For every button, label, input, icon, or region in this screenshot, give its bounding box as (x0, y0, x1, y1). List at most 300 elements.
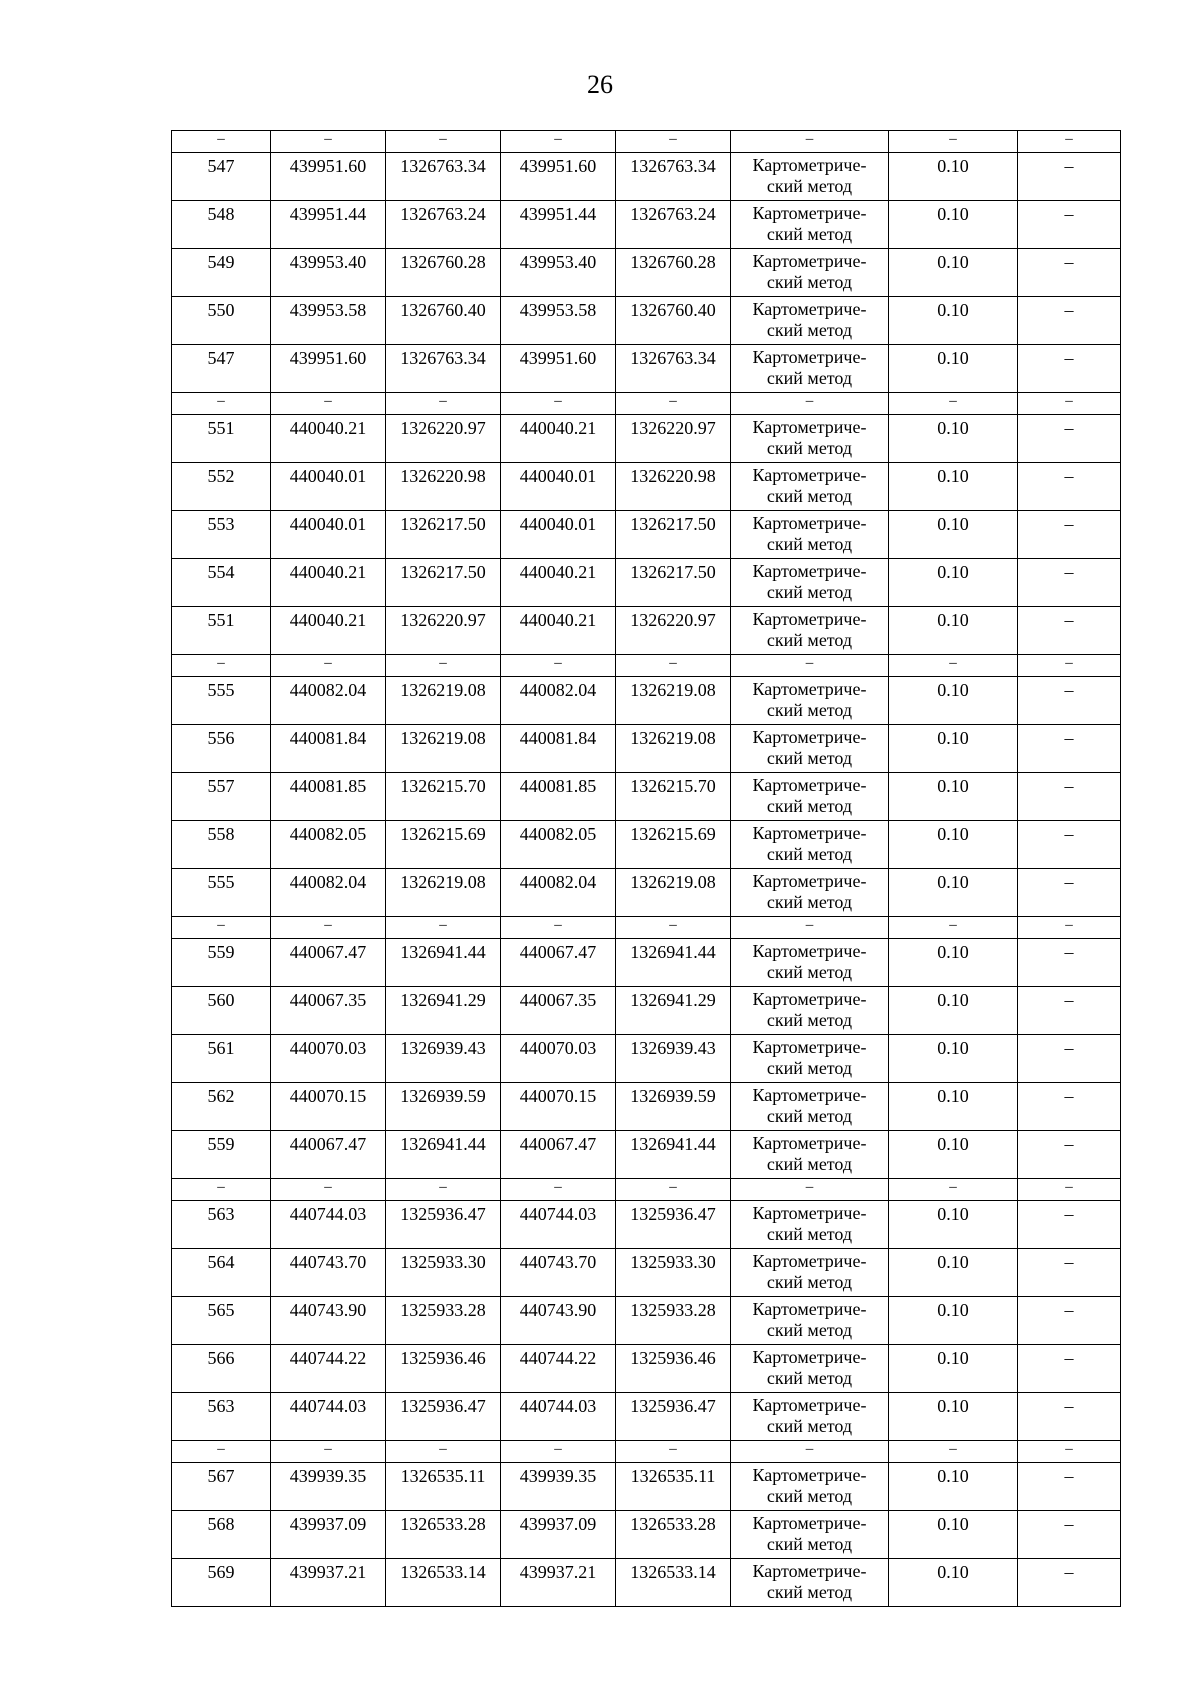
cell-note: – (1018, 1083, 1121, 1131)
cell-x1: 439951.60 (271, 345, 386, 393)
method-line-1: Картометриче- (752, 1465, 867, 1485)
cell-x2: 440082.04 (501, 869, 616, 917)
cell-x2: 439953.40 (501, 249, 616, 297)
cell-y1: 1326763.24 (386, 201, 501, 249)
separator-dash: – (616, 131, 731, 153)
cell-y2: 1326941.44 (616, 1131, 731, 1179)
cell-method (731, 511, 889, 559)
method-line-1: Картометриче- (752, 1299, 867, 1319)
cell-num: 556 (172, 725, 271, 773)
table-row (172, 249, 1121, 297)
method-line-2: ский метод (766, 320, 853, 340)
cell-method (731, 1393, 889, 1441)
cell-method (731, 1511, 889, 1559)
cell-x1: 440070.15 (271, 1083, 386, 1131)
cell-num: 559 (172, 939, 271, 987)
method-line-1: Картометриче- (752, 679, 867, 699)
cell-y1: 1326217.50 (386, 559, 501, 607)
cell-x2: 440040.01 (501, 463, 616, 511)
cell-x2: 440082.05 (501, 821, 616, 869)
separator-row (172, 393, 1121, 415)
cell-y2: 1326220.97 (616, 607, 731, 655)
cell-num: 566 (172, 1345, 271, 1393)
table-row (172, 987, 1121, 1035)
cell-method (731, 869, 889, 917)
cell-y1: 1326533.28 (386, 1511, 501, 1559)
separator-dash: – (1018, 1179, 1121, 1201)
method-line-2: ский метод (766, 534, 853, 554)
separator-dash: – (889, 1179, 1018, 1201)
separator-dash: – (616, 1179, 731, 1201)
cell-accuracy: 0.10 (889, 559, 1018, 607)
cell-x2: 440040.21 (501, 607, 616, 655)
cell-x2: 440040.01 (501, 511, 616, 559)
cell-num: 548 (172, 201, 271, 249)
cell-x1: 440082.04 (271, 677, 386, 725)
cell-method (731, 987, 889, 1035)
cell-accuracy: 0.10 (889, 1131, 1018, 1179)
cell-accuracy: 0.10 (889, 725, 1018, 773)
cell-x2: 439937.21 (501, 1559, 616, 1607)
cell-method (731, 821, 889, 869)
cell-method (731, 297, 889, 345)
cell-num: 562 (172, 1083, 271, 1131)
cell-x2: 440743.70 (501, 1249, 616, 1297)
table-row (172, 1083, 1121, 1131)
cell-y2: 1326535.11 (616, 1463, 731, 1511)
cell-y1: 1326220.97 (386, 607, 501, 655)
cell-method (731, 1131, 889, 1179)
cell-note: – (1018, 725, 1121, 773)
separator-dash: – (172, 655, 271, 677)
cell-y2: 1326219.08 (616, 677, 731, 725)
table-row (172, 1131, 1121, 1179)
cell-note: – (1018, 1297, 1121, 1345)
cell-x1: 440082.04 (271, 869, 386, 917)
separator-dash: – (501, 1441, 616, 1463)
cell-num: 564 (172, 1249, 271, 1297)
table-row (172, 939, 1121, 987)
method-line-1: Картометриче- (752, 1037, 867, 1057)
cell-x2: 440744.03 (501, 1201, 616, 1249)
cell-y1: 1326939.43 (386, 1035, 501, 1083)
cell-method (731, 1559, 889, 1607)
table-row (172, 559, 1121, 607)
cell-method (731, 1035, 889, 1083)
method-line-2: ский метод (766, 1368, 853, 1388)
cell-x1: 439939.35 (271, 1463, 386, 1511)
method-line-2: ский метод (766, 272, 853, 292)
cell-num: 549 (172, 249, 271, 297)
cell-accuracy: 0.10 (889, 1345, 1018, 1393)
cell-y2: 1326533.14 (616, 1559, 731, 1607)
cell-accuracy: 0.10 (889, 415, 1018, 463)
cell-num: 569 (172, 1559, 271, 1607)
cell-num: 552 (172, 463, 271, 511)
cell-y2: 1326763.24 (616, 201, 731, 249)
cell-y1: 1326219.08 (386, 677, 501, 725)
cell-y1: 1326941.29 (386, 987, 501, 1035)
separator-dash: – (731, 1179, 889, 1201)
cell-note: – (1018, 939, 1121, 987)
separator-dash: – (616, 393, 731, 415)
cell-accuracy: 0.10 (889, 939, 1018, 987)
cell-x1: 440067.35 (271, 987, 386, 1035)
separator-dash: – (889, 131, 1018, 153)
cell-accuracy: 0.10 (889, 1297, 1018, 1345)
cell-x2: 440743.90 (501, 1297, 616, 1345)
cell-num: 567 (172, 1463, 271, 1511)
table-row (172, 415, 1121, 463)
cell-note: – (1018, 415, 1121, 463)
cell-y1: 1326760.40 (386, 297, 501, 345)
cell-y2: 1326217.50 (616, 511, 731, 559)
cell-y2: 1326215.69 (616, 821, 731, 869)
cell-y1: 1326220.98 (386, 463, 501, 511)
cell-x1: 440067.47 (271, 1131, 386, 1179)
separator-dash: – (501, 1179, 616, 1201)
table-row (172, 725, 1121, 773)
cell-x1: 440040.21 (271, 607, 386, 655)
cell-accuracy: 0.10 (889, 249, 1018, 297)
separator-dash: – (271, 1441, 386, 1463)
separator-dash: – (386, 1179, 501, 1201)
cell-y1: 1326215.69 (386, 821, 501, 869)
cell-accuracy: 0.10 (889, 1463, 1018, 1511)
separator-dash: – (889, 655, 1018, 677)
separator-dash: – (271, 1179, 386, 1201)
cell-y1: 1326533.14 (386, 1559, 501, 1607)
separator-dash: – (1018, 1441, 1121, 1463)
cell-y2: 1326760.28 (616, 249, 731, 297)
cell-method (731, 939, 889, 987)
cell-x1: 440744.22 (271, 1345, 386, 1393)
separator-dash: – (501, 393, 616, 415)
cell-y2: 1326760.40 (616, 297, 731, 345)
cell-x1: 440040.21 (271, 415, 386, 463)
cell-x2: 440040.21 (501, 415, 616, 463)
cell-x2: 440067.47 (501, 939, 616, 987)
cell-note: – (1018, 987, 1121, 1035)
cell-method (731, 153, 889, 201)
separator-dash: – (501, 131, 616, 153)
table-row (172, 1345, 1121, 1393)
cell-method (731, 249, 889, 297)
cell-num: 563 (172, 1201, 271, 1249)
cell-method (731, 607, 889, 655)
cell-note: – (1018, 1393, 1121, 1441)
cell-x1: 440743.90 (271, 1297, 386, 1345)
method-line-1: Картометриче- (752, 155, 867, 175)
cell-accuracy: 0.10 (889, 1511, 1018, 1559)
cell-y2: 1326220.97 (616, 415, 731, 463)
cell-note: – (1018, 511, 1121, 559)
cell-num: 555 (172, 677, 271, 725)
cell-y2: 1326219.08 (616, 725, 731, 773)
method-line-2: ский метод (766, 1106, 853, 1126)
cell-y1: 1325936.47 (386, 1201, 501, 1249)
method-line-2: ский метод (766, 1010, 853, 1030)
table-row (172, 1511, 1121, 1559)
method-line-1: Картометриче- (752, 1133, 867, 1153)
separator-dash: – (889, 917, 1018, 939)
cell-num: 555 (172, 869, 271, 917)
cell-accuracy: 0.10 (889, 821, 1018, 869)
cell-method (731, 1345, 889, 1393)
method-line-2: ский метод (766, 796, 853, 816)
cell-num: 551 (172, 607, 271, 655)
cell-x1: 439937.09 (271, 1511, 386, 1559)
cell-y2: 1326941.44 (616, 939, 731, 987)
cell-num: 558 (172, 821, 271, 869)
cell-x2: 440070.15 (501, 1083, 616, 1131)
cell-accuracy: 0.10 (889, 607, 1018, 655)
method-line-2: ский метод (766, 892, 853, 912)
cell-x2: 439939.35 (501, 1463, 616, 1511)
method-line-1: Картометриче- (752, 823, 867, 843)
separator-dash: – (172, 1179, 271, 1201)
cell-y1: 1326763.34 (386, 153, 501, 201)
method-line-1: Картометриче- (752, 941, 867, 961)
cell-num: 553 (172, 511, 271, 559)
cell-note: – (1018, 249, 1121, 297)
cell-note: – (1018, 773, 1121, 821)
cell-x1: 440040.21 (271, 559, 386, 607)
separator-dash: – (501, 655, 616, 677)
cell-note: – (1018, 201, 1121, 249)
cell-accuracy: 0.10 (889, 1249, 1018, 1297)
separator-dash: – (731, 131, 889, 153)
method-line-2: ский метод (766, 630, 853, 650)
cell-x2: 440070.03 (501, 1035, 616, 1083)
cell-accuracy: 0.10 (889, 677, 1018, 725)
cell-y1: 1326941.44 (386, 1131, 501, 1179)
method-line-2: ский метод (766, 1534, 853, 1554)
separator-dash: – (172, 393, 271, 415)
separator-row (172, 655, 1121, 677)
method-line-1: Картометриче- (752, 871, 867, 891)
table-row (172, 1463, 1121, 1511)
method-line-2: ский метод (766, 224, 853, 244)
cell-y1: 1326535.11 (386, 1463, 501, 1511)
separator-row (172, 1179, 1121, 1201)
cell-method (731, 725, 889, 773)
method-line-1: Картометриче- (752, 1085, 867, 1105)
cell-note: – (1018, 1035, 1121, 1083)
method-line-2: ский метод (766, 844, 853, 864)
cell-x1: 439937.21 (271, 1559, 386, 1607)
cell-accuracy: 0.10 (889, 153, 1018, 201)
separator-dash: – (501, 917, 616, 939)
cell-method (731, 1201, 889, 1249)
table-row (172, 1393, 1121, 1441)
method-line-2: ский метод (766, 748, 853, 768)
cell-x2: 439937.09 (501, 1511, 616, 1559)
method-line-2: ский метод (766, 1272, 853, 1292)
table-row (172, 201, 1121, 249)
cell-x2: 439951.44 (501, 201, 616, 249)
cell-note: – (1018, 345, 1121, 393)
cell-num: 559 (172, 1131, 271, 1179)
method-line-2: ский метод (766, 1154, 853, 1174)
method-line-1: Картометриче- (752, 251, 867, 271)
method-line-1: Картометриче- (752, 513, 867, 533)
cell-num: 565 (172, 1297, 271, 1345)
cell-note: – (1018, 1249, 1121, 1297)
cell-x1: 439951.44 (271, 201, 386, 249)
cell-x1: 440743.70 (271, 1249, 386, 1297)
cell-y1: 1326939.59 (386, 1083, 501, 1131)
cell-x2: 439953.58 (501, 297, 616, 345)
separator-dash: – (731, 1441, 889, 1463)
separator-dash: – (1018, 393, 1121, 415)
cell-y2: 1325933.30 (616, 1249, 731, 1297)
table-row (172, 511, 1121, 559)
cell-x2: 440082.04 (501, 677, 616, 725)
cell-x1: 439953.58 (271, 297, 386, 345)
method-line-1: Картометриче- (752, 1513, 867, 1533)
separator-dash: – (1018, 655, 1121, 677)
cell-note: – (1018, 1201, 1121, 1249)
method-line-2: ский метод (766, 1320, 853, 1340)
cell-x2: 440067.47 (501, 1131, 616, 1179)
cell-y1: 1326217.50 (386, 511, 501, 559)
cell-y1: 1326219.08 (386, 869, 501, 917)
cell-y2: 1325936.47 (616, 1201, 731, 1249)
cell-num: 547 (172, 345, 271, 393)
cell-y2: 1326220.98 (616, 463, 731, 511)
cell-y2: 1326763.34 (616, 345, 731, 393)
cell-num: 561 (172, 1035, 271, 1083)
cell-y2: 1326217.50 (616, 559, 731, 607)
method-line-1: Картометриче- (752, 1395, 867, 1415)
cell-note: – (1018, 677, 1121, 725)
method-line-2: ский метод (766, 962, 853, 982)
method-line-2: ский метод (766, 438, 853, 458)
table-row (172, 297, 1121, 345)
cell-note: – (1018, 153, 1121, 201)
cell-x1: 440744.03 (271, 1201, 386, 1249)
cell-y1: 1326760.28 (386, 249, 501, 297)
cell-method (731, 415, 889, 463)
cell-num: 550 (172, 297, 271, 345)
separator-dash: – (271, 655, 386, 677)
separator-dash: – (271, 917, 386, 939)
cell-y2: 1326763.34 (616, 153, 731, 201)
cell-y2: 1326939.43 (616, 1035, 731, 1083)
separator-dash: – (271, 131, 386, 153)
cell-y2: 1326941.29 (616, 987, 731, 1035)
cell-y2: 1326533.28 (616, 1511, 731, 1559)
method-line-1: Картометриче- (752, 1561, 867, 1581)
cell-y1: 1326941.44 (386, 939, 501, 987)
method-line-2: ский метод (766, 368, 853, 388)
separator-dash: – (731, 917, 889, 939)
separator-dash: – (172, 1441, 271, 1463)
cell-accuracy: 0.10 (889, 869, 1018, 917)
method-line-1: Картометриче- (752, 727, 867, 747)
cell-x1: 440040.01 (271, 463, 386, 511)
cell-num: 563 (172, 1393, 271, 1441)
table-row (172, 153, 1121, 201)
separator-dash: – (1018, 917, 1121, 939)
method-line-2: ский метод (766, 1486, 853, 1506)
cell-num: 560 (172, 987, 271, 1035)
method-line-1: Картометриче- (752, 775, 867, 795)
separator-dash: – (271, 393, 386, 415)
cell-x1: 440040.01 (271, 511, 386, 559)
separator-dash: – (386, 655, 501, 677)
cell-x1: 440744.03 (271, 1393, 386, 1441)
method-line-1: Картометриче- (752, 989, 867, 1009)
separator-dash: – (386, 393, 501, 415)
cell-x1: 440067.47 (271, 939, 386, 987)
separator-dash: – (889, 393, 1018, 415)
coordinates-table (171, 130, 1121, 1607)
cell-method (731, 1297, 889, 1345)
cell-x2: 440067.35 (501, 987, 616, 1035)
cell-x2: 440744.03 (501, 1393, 616, 1441)
cell-accuracy: 0.10 (889, 1201, 1018, 1249)
cell-note: – (1018, 869, 1121, 917)
method-line-2: ский метод (766, 582, 853, 602)
cell-method (731, 1083, 889, 1131)
separator-dash: – (386, 131, 501, 153)
cell-y1: 1326215.70 (386, 773, 501, 821)
cell-method (731, 345, 889, 393)
cell-note: – (1018, 821, 1121, 869)
cell-y2: 1325933.28 (616, 1297, 731, 1345)
separator-dash: – (386, 917, 501, 939)
table-row (172, 1559, 1121, 1607)
cell-y2: 1325936.47 (616, 1393, 731, 1441)
table-row (172, 1035, 1121, 1083)
method-line-2: ский метод (766, 486, 853, 506)
cell-num: 557 (172, 773, 271, 821)
separator-dash: – (616, 917, 731, 939)
cell-accuracy: 0.10 (889, 1559, 1018, 1607)
cell-accuracy: 0.10 (889, 345, 1018, 393)
cell-note: – (1018, 1345, 1121, 1393)
cell-y1: 1325936.46 (386, 1345, 501, 1393)
table-row (172, 1249, 1121, 1297)
method-line-1: Картометриче- (752, 465, 867, 485)
cell-x1: 439953.40 (271, 249, 386, 297)
cell-note: – (1018, 1463, 1121, 1511)
cell-method (731, 677, 889, 725)
method-line-2: ский метод (766, 1416, 853, 1436)
cell-note: – (1018, 1511, 1121, 1559)
cell-y1: 1326220.97 (386, 415, 501, 463)
separator-dash: – (1018, 131, 1121, 153)
method-line-2: ский метод (766, 1224, 853, 1244)
cell-accuracy: 0.10 (889, 773, 1018, 821)
cell-y2: 1325936.46 (616, 1345, 731, 1393)
cell-method (731, 201, 889, 249)
method-line-1: Картометриче- (752, 203, 867, 223)
cell-accuracy: 0.10 (889, 1035, 1018, 1083)
cell-accuracy: 0.10 (889, 463, 1018, 511)
cell-note: – (1018, 297, 1121, 345)
method-line-2: ский метод (766, 1582, 853, 1602)
cell-method (731, 773, 889, 821)
method-line-1: Картометриче- (752, 299, 867, 319)
cell-x1: 439951.60 (271, 153, 386, 201)
cell-accuracy: 0.10 (889, 297, 1018, 345)
cell-y2: 1326939.59 (616, 1083, 731, 1131)
separator-row (172, 917, 1121, 939)
cell-x1: 440081.84 (271, 725, 386, 773)
